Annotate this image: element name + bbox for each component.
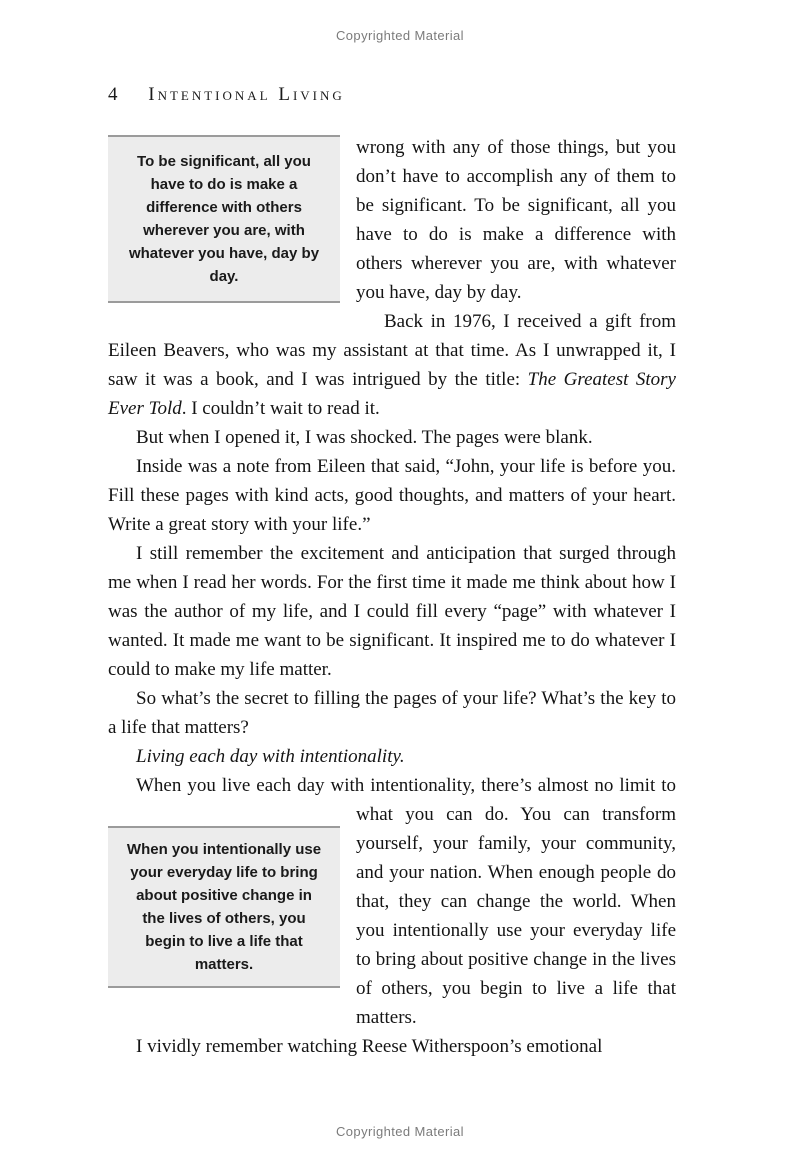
paragraph-8-text-rest: limit to what you can do. You can transform yourself, your family, your community, and your nation. When enough people do that, they can change the world. When you intentionally use your everyday life to bring about positive change in the lives of others, you begin to live a life that matters.	[356, 775, 676, 1028]
body-text	[108, 133, 676, 1061]
paragraph-8	[108, 771, 676, 1032]
paragraph-6-text: So what’s the secret to filling the pages of your life? What’s the key to a life that matters?	[108, 688, 676, 738]
page-content	[108, 84, 676, 1061]
pullquote-1	[108, 135, 340, 319]
paragraph-9-text: I vividly remember watching Reese Witherspoon’s emotional	[136, 1036, 603, 1057]
paragraph-5-text: I still remember the excitement and anticipation that surged through me when I read her words. For the first time it made me think about how I was the author of my life, and I could fill every “page” with whatever I wanted. It made me want to be significant. It inspired me to do whatever I could to make my life matter.	[108, 543, 676, 680]
pullquote-2	[108, 800, 340, 1028]
page-header	[108, 84, 676, 106]
paragraph-2-text: Back in 1976, I received a gift from Eileen Beavers, who was my assistant at that time. As I unwrapped it, I saw it was a book, and I was intrigued by the title:	[108, 311, 676, 390]
paragraph-4	[108, 452, 676, 539]
bottom-copyright-notice: Copyrighted Material	[336, 1124, 464, 1139]
paragraph-2	[108, 307, 676, 423]
paragraph-2-text-end: . I couldn’t wait to read it.	[181, 398, 380, 419]
top-copyright-notice: Copyrighted Material	[336, 28, 464, 43]
page-number: 4	[108, 84, 118, 105]
paragraph-5	[108, 539, 676, 684]
pullquote-1-text: To be significant, all you have to do is make a difference with others wherever you are, with whatever you have, day by day.	[108, 135, 340, 303]
paragraph-6	[108, 684, 676, 742]
pullquote-2-text: When you intentionally use your everyday life to bring about positive change in the lives of others, you begin to live a life that matters.	[108, 826, 340, 988]
paragraph-1	[108, 133, 676, 307]
book-title: Intentional Living	[148, 84, 345, 105]
cited-book-title: The Greatest Story Ever Told	[108, 369, 676, 419]
paragraph-7	[108, 742, 676, 771]
paragraph-1-text: wrong with any of those things, but you don’t have to accomplish any of them to be significant. To be significant, all you have to do is make a difference with others wherever you are, with whatever you have, day by day.	[356, 137, 676, 303]
paragraph-9	[108, 1032, 676, 1061]
paragraph-4-text: Inside was a note from Eileen that said, “John, your life is before you. Fill these pages with kind acts, good thoughts, and matters of your heart. Write a great story with your life.”	[108, 456, 676, 535]
paragraph-7-text: Living each day with intentionality.	[136, 746, 405, 767]
paragraph-3-text: But when I opened it, I was shocked. The pages were blank.	[136, 427, 593, 448]
paragraph-3	[108, 423, 676, 452]
paragraph-8-text-start: When you live each day with intentionality, there’s almost no	[136, 775, 614, 796]
